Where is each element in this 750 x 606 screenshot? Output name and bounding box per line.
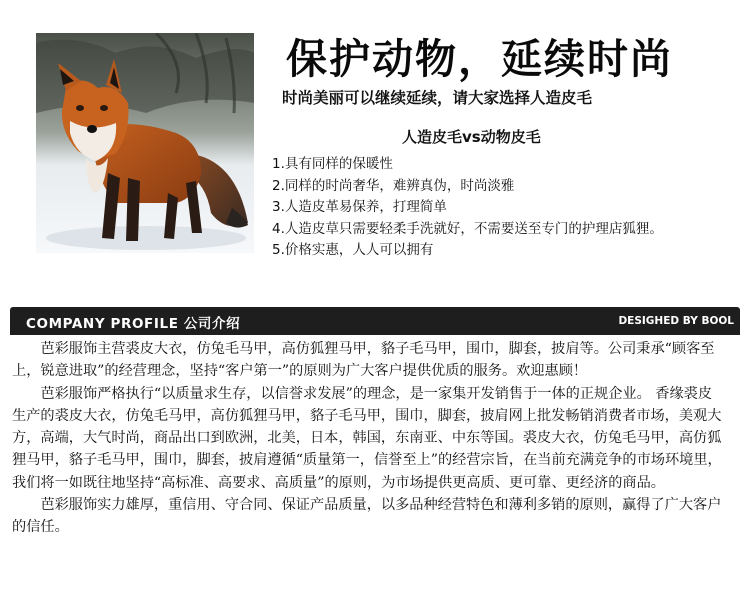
headline: 保护动物，延续时尚: [286, 35, 673, 83]
company-profile-band: [10, 307, 740, 335]
fox-photo: [36, 33, 254, 253]
subhead: 时尚美丽可以继续延续，请大家选择人造皮毛: [282, 88, 593, 107]
list-item: 1.具有同样的保暖性: [272, 156, 393, 172]
list-item: 4.人造皮草只需要轻柔手洗就好，不需要送至专门的护理店狐狸。: [272, 220, 663, 237]
red-fox-in-snow-icon: [36, 33, 254, 253]
comparison-title: 人造皮毛vs动物皮毛: [402, 128, 541, 146]
list-item: 3.人造皮革易保养，打理简单: [272, 199, 447, 216]
benefits-list: [272, 154, 663, 262]
paragraph: 芭彩服饰严格执行“以质量求生存，以信誉求发展”的理念，是一家集开发销售于一体的正规企业。 香缘裘皮生产的裘皮大衣，仿兔毛马甲，高仿狐狸马甲，貉子毛马甲，围巾，脚套，披肩网上批发畅销消费者市场，美观大方，高端，大气时尚，商品出口到欧洲，北美，日本，韩国，东南亚、中东等国。裘皮大衣，仿兔毛马甲，高仿狐狸马甲，貉子毛马甲，围巾，脚套，披肩遵循“质量第一，信誉至上”的经营宗旨，在当前充满竞争的市场环境里，我们将一如既往地坚持“高标准、高要求、高质量”的原则，为市场提供更高质、更可靠、更经济的商品。: [12, 385, 722, 491]
list-item: 5.价格实惠，人人可以拥有: [272, 242, 434, 259]
company-profile-text: [12, 338, 726, 539]
paragraph: 芭彩服饰主营裘皮大衣，仿兔毛马甲，高仿狐狸马甲，貉子毛马甲，围巾，脚套，披肩等。公司秉承“顾客至上，锐意进取”的经营理念，坚持“客户第一”的原则为广大客户提供优质的服务。欢迎惠顾！: [12, 341, 715, 380]
designer-credit: DESIGHED BY BOOL: [618, 315, 734, 327]
section-title: COMPANY PROFILE 公司介绍: [26, 316, 241, 332]
list-item: 2.同样的时尚奢华，难辨真伪，时尚淡雅: [272, 177, 515, 194]
paragraph: 芭彩服饰实力雄厚，重信用、守合同、保证产品质量，以多品种经营特色和薄利多销的原则，赢得了广大客户的信任。: [12, 497, 722, 536]
